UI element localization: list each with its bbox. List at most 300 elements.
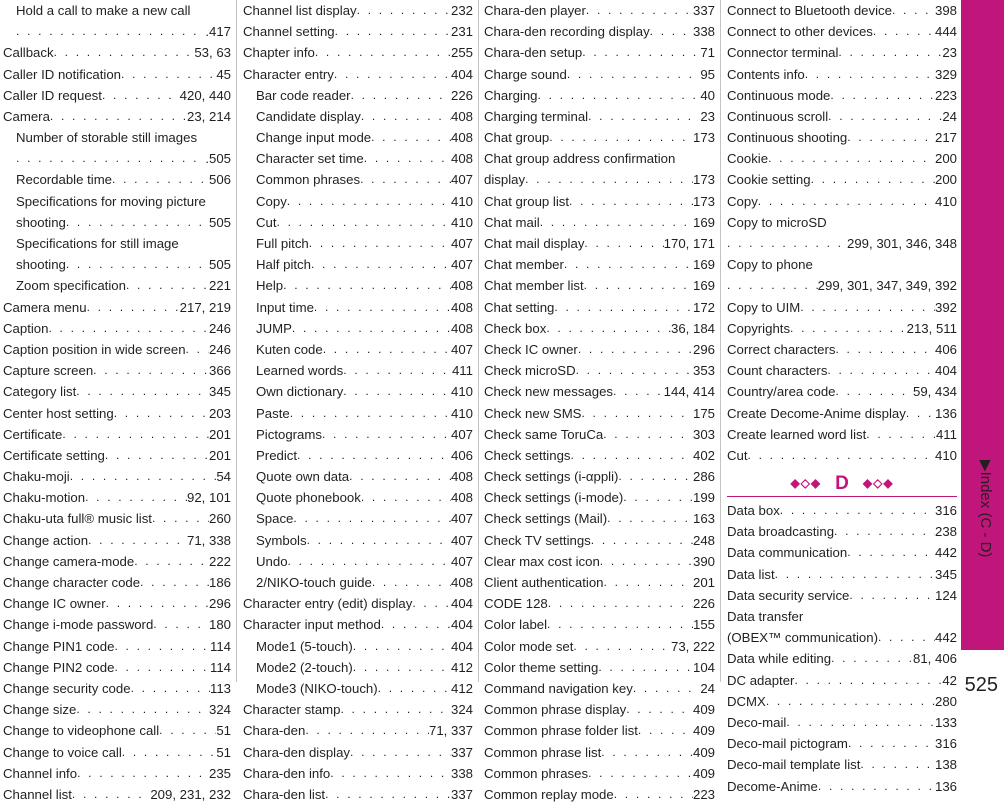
dot-leader — [564, 254, 693, 275]
entry-term: Deco-mail — [727, 714, 787, 730]
dot-leader — [311, 254, 451, 275]
index-entry — [243, 212, 473, 233]
index-entry — [243, 275, 473, 296]
index-entry — [3, 360, 231, 381]
entry-page: 411 — [935, 426, 957, 442]
dot-leader — [600, 551, 693, 572]
dot-leader — [105, 445, 209, 466]
index-entry — [727, 233, 957, 254]
dot-leader — [586, 0, 693, 21]
entry-term: Center host setting — [3, 405, 114, 421]
entry-page: 407 — [450, 236, 473, 252]
entry-term: Character stamp — [243, 702, 341, 718]
index-entry — [243, 551, 473, 572]
dot-leader — [805, 64, 935, 85]
index-entry — [727, 691, 957, 712]
dot-leader — [827, 360, 935, 381]
entry-page: 409 — [692, 702, 715, 718]
dot-leader — [372, 572, 451, 593]
entry-term: Space — [256, 511, 294, 527]
entry-page: 408 — [450, 575, 473, 591]
entry-term: Half pitch — [256, 257, 311, 273]
index-entry — [484, 254, 715, 275]
index-entry — [727, 733, 957, 754]
entry-term: Change action — [3, 532, 89, 548]
index-entry — [484, 381, 715, 402]
index-entry — [484, 509, 715, 530]
entry-page: 23, 214 — [187, 108, 231, 124]
entry-term: Channel list display — [243, 2, 357, 18]
entry-page: 95 — [700, 66, 715, 82]
index-entry — [484, 191, 715, 212]
dot-leader — [66, 254, 209, 275]
dot-leader — [836, 381, 914, 402]
entry-page: 407 — [450, 257, 473, 273]
entry-page: 408 — [450, 320, 473, 336]
index-entry — [727, 648, 957, 669]
entry-page: 392 — [934, 299, 957, 315]
entry-term: Chara-den setup — [484, 45, 583, 61]
entry-term: Copy to microSD — [727, 214, 827, 230]
dot-leader — [638, 720, 693, 741]
entry-term: Data while editing — [727, 651, 832, 667]
index-entry — [243, 42, 473, 63]
dot-leader — [121, 64, 216, 85]
entry-page: 409 — [692, 744, 715, 760]
dot-leader — [85, 487, 187, 508]
dot-leader — [334, 64, 451, 85]
entry-term: Change security code — [3, 680, 131, 696]
dot-leader — [766, 691, 935, 712]
dot-leader — [54, 42, 195, 63]
entry-term: Cut — [727, 447, 748, 463]
index-entry — [3, 254, 231, 275]
index-entry — [484, 487, 715, 508]
entry-term: Data broadcasting — [727, 524, 835, 540]
dot-leader — [768, 148, 935, 169]
entry-page: 226 — [450, 87, 473, 103]
entry-page: 36, 184 — [671, 320, 715, 336]
entry-term: Channel info — [3, 765, 78, 781]
entry-page: 71, 338 — [187, 532, 231, 548]
entry-term: Count characters — [727, 363, 828, 379]
index-entry — [727, 670, 957, 691]
index-entry — [727, 297, 957, 318]
entry-page: 203 — [208, 405, 231, 421]
entry-page: 345 — [934, 566, 957, 582]
entry-page: 408 — [450, 299, 473, 315]
entry-term: Color mode set — [484, 638, 574, 654]
entry-page: 337 — [692, 2, 715, 18]
entry-page: 408 — [450, 469, 473, 485]
entry-page: 406 — [934, 341, 957, 357]
entry-term: Recordable time — [16, 172, 113, 188]
entry-page: 180 — [208, 617, 231, 633]
dot-leader — [794, 670, 942, 691]
entry-term: Charging terminal — [484, 108, 589, 124]
index-entry — [3, 233, 231, 254]
index-entry — [3, 466, 231, 487]
entry-term: Continuous shooting — [727, 130, 848, 146]
entry-page: 169 — [692, 278, 715, 294]
entry-page: 54 — [216, 469, 231, 485]
entry-term: Character input method — [243, 617, 381, 633]
index-entry — [484, 170, 715, 191]
entry-term: Full pitch — [256, 236, 309, 252]
entry-term: Command navigation key — [484, 680, 633, 696]
index-entry — [3, 297, 231, 318]
entry-page: 412 — [450, 680, 473, 696]
entry-term: JUMP — [256, 320, 292, 336]
dot-leader — [549, 127, 693, 148]
entry-page: 442 — [934, 630, 957, 646]
index-entry — [484, 742, 715, 763]
entry-term: Change PIN1 code — [3, 638, 115, 654]
entry-page: 324 — [450, 702, 473, 718]
entry-term: Check IC owner — [484, 341, 578, 357]
entry-term: Chat group — [484, 130, 550, 146]
entry-term: Charging — [484, 87, 538, 103]
entry-page: 155 — [692, 617, 715, 633]
entry-term: Learned words — [256, 363, 344, 379]
dot-leader — [780, 500, 935, 521]
dot-leader — [76, 381, 209, 402]
dot-leader — [758, 191, 935, 212]
entry-term: Chat member list — [484, 278, 584, 294]
index-entry — [3, 381, 231, 402]
entry-term: Bar code reader — [256, 87, 351, 103]
entry-term: Country/area code — [727, 384, 836, 400]
entry-term: Contents info — [727, 66, 805, 82]
index-entry — [243, 64, 473, 85]
entry-term: Cookie setting — [727, 172, 811, 188]
entry-page: 286 — [692, 469, 715, 485]
index-entry — [3, 487, 231, 508]
dot-leader — [878, 627, 935, 648]
column-divider — [236, 0, 237, 682]
dot-leader — [114, 636, 210, 657]
entry-term: Predict — [256, 447, 298, 463]
index-entry — [727, 445, 957, 466]
entry-page: 345 — [208, 384, 231, 400]
dot-leader — [412, 593, 451, 614]
dot-leader — [70, 466, 217, 487]
entry-page: 316 — [934, 503, 957, 519]
index-entry — [727, 712, 957, 733]
entry-term: Own dictionary — [256, 384, 344, 400]
dot-leader — [102, 85, 180, 106]
entry-term: Mode1 (5-touch) — [256, 638, 353, 654]
index-entry — [727, 85, 957, 106]
dot-leader — [297, 445, 451, 466]
dot-leader — [848, 733, 935, 754]
entry-term: Input time — [256, 299, 314, 315]
entry-term: DC adapter — [727, 672, 795, 688]
index-entry — [243, 742, 473, 763]
index-entry — [727, 424, 957, 445]
index-entry — [3, 636, 231, 657]
entry-term: Check box — [484, 320, 547, 336]
entry-term: Chara-den info — [243, 765, 331, 781]
entry-page: 410 — [934, 193, 957, 209]
index-entry — [3, 424, 231, 445]
entry-page: 296 — [208, 596, 231, 612]
dot-leader — [323, 339, 451, 360]
index-entry — [484, 339, 715, 360]
index-entry — [3, 614, 231, 635]
dot-leader — [525, 170, 693, 191]
index-entry — [484, 0, 715, 21]
entry-term: Capture screen — [3, 363, 94, 379]
column-divider — [478, 0, 479, 682]
dot-leader — [340, 699, 451, 720]
entry-term: Caption — [3, 320, 49, 336]
entry-term: Data box — [727, 503, 780, 519]
entry-term: CODE 128 — [484, 596, 548, 612]
index-entry — [484, 445, 715, 466]
entry-term: Certificate setting — [3, 447, 105, 463]
entry-page: 409 — [692, 723, 715, 739]
entry-page: 255 — [450, 45, 473, 61]
entry-page: 408 — [450, 108, 473, 124]
index-entry — [727, 318, 957, 339]
index-entry — [243, 763, 473, 784]
dot-leader — [381, 614, 451, 635]
entry-term: Camera — [3, 108, 50, 124]
index-entry — [243, 297, 473, 318]
index-entry — [3, 657, 231, 678]
dot-leader — [546, 318, 671, 339]
entry-page: 316 — [934, 736, 957, 752]
section-header-ornament: ◆◇◆ — [790, 476, 822, 491]
entry-term: Data list — [727, 566, 775, 582]
entry-page: 404 — [450, 638, 473, 654]
entry-page: 136 — [934, 778, 957, 794]
entry-term: Chaku-moji — [3, 469, 70, 485]
entry-term: Specifications for moving picture — [16, 193, 206, 209]
entry-page: 92, 101 — [187, 490, 231, 506]
entry-term: (OBEX™ communication) — [727, 630, 878, 646]
index-entry — [727, 564, 957, 585]
index-entry — [243, 403, 473, 424]
dot-leader — [748, 445, 935, 466]
index-entry — [484, 614, 715, 635]
entry-term: Change IC owner — [3, 596, 106, 612]
entry-term: Data communication — [727, 545, 848, 561]
dot-leader — [343, 360, 452, 381]
entry-page: 138 — [934, 757, 957, 773]
dot-leader — [93, 360, 209, 381]
entry-term: Character set time — [256, 151, 364, 167]
entry-page: 114 — [209, 659, 231, 675]
dot-leader — [866, 424, 936, 445]
index-entry — [243, 148, 473, 169]
entry-page: 235 — [208, 765, 231, 781]
entry-term: Copy to UIM — [727, 299, 801, 315]
dot-leader — [906, 403, 935, 424]
dot-leader — [364, 148, 451, 169]
dot-leader — [598, 657, 693, 678]
entry-page: 173 — [692, 193, 715, 209]
entry-term: Chaku-uta full® music list — [3, 511, 152, 527]
entry-page: 221 — [208, 278, 231, 294]
index-column-3 — [484, 0, 715, 805]
index-entry — [727, 543, 957, 564]
dot-leader — [588, 106, 700, 127]
entry-term: Check settings (i-mode) — [484, 490, 624, 506]
entry-page: 366 — [208, 363, 231, 379]
entry-term: Caller ID notification — [3, 66, 122, 82]
index-entry — [3, 170, 231, 191]
dot-leader — [288, 551, 451, 572]
entry-term: Copy to phone — [727, 257, 813, 273]
entry-page: 144, 414 — [663, 384, 715, 400]
dot-leader — [576, 360, 693, 381]
index-column-4 — [727, 0, 957, 797]
dot-leader — [66, 212, 209, 233]
entry-term: Paste — [256, 405, 290, 421]
index-entry — [243, 699, 473, 720]
entry-page: 24 — [700, 680, 715, 696]
entry-term: Chara-den list — [243, 786, 326, 802]
entry-page: 71, 337 — [429, 723, 473, 739]
entry-term: Chat group list — [484, 193, 570, 209]
entry-page: 45 — [216, 66, 231, 82]
entry-page: 407 — [450, 341, 473, 357]
entry-term: Common phrase display — [484, 702, 627, 718]
dot-leader — [588, 763, 693, 784]
dot-leader — [330, 763, 451, 784]
entry-page: 114 — [209, 638, 231, 654]
index-entry — [3, 106, 231, 127]
dot-leader — [361, 487, 451, 508]
index-entry — [727, 627, 957, 648]
entry-term: Change character code — [3, 575, 141, 591]
entry-page: 410 — [450, 405, 473, 421]
entry-term: 2/NIKO-touch guide — [256, 575, 372, 591]
entry-page: 410 — [450, 214, 473, 230]
entry-term: shooting — [16, 257, 66, 273]
index-entry — [3, 212, 231, 233]
entry-term: Channel setting — [243, 24, 335, 40]
entry-page: 444 — [934, 24, 957, 40]
entry-term: Cut — [256, 214, 277, 230]
index-entry — [3, 148, 231, 169]
index-entry — [484, 678, 715, 699]
dot-leader — [353, 636, 451, 657]
dot-leader — [581, 403, 693, 424]
section-header — [727, 471, 957, 497]
entry-term: Check new messages — [484, 384, 614, 400]
dot-leader — [353, 657, 451, 678]
dot-leader — [357, 0, 451, 21]
index-entry — [3, 403, 231, 424]
entry-term: Certificate — [3, 426, 63, 442]
entry-term: Change input mode — [256, 130, 372, 146]
entry-page: 324 — [208, 702, 231, 718]
entry-page: 506 — [208, 172, 231, 188]
entry-page: 408 — [450, 151, 473, 167]
entry-term: Kuten code — [256, 341, 323, 357]
index-entry — [484, 636, 715, 657]
side-tab-label — [968, 315, 1004, 615]
entry-page: 246 — [208, 320, 231, 336]
index-entry — [484, 42, 715, 63]
dot-leader — [287, 191, 451, 212]
index-entry — [3, 21, 231, 42]
entry-page: 299, 301, 347, 349, 392 — [817, 278, 957, 294]
entry-page: 53, 63 — [194, 45, 231, 61]
dot-leader — [361, 106, 451, 127]
index-entry — [727, 106, 957, 127]
index-entry — [243, 593, 473, 614]
entry-term: Common phrase folder list — [484, 723, 638, 739]
entry-term: Connect to Bluetooth device — [727, 2, 892, 18]
index-entry — [243, 572, 473, 593]
entry-page: 337 — [450, 786, 473, 802]
dot-leader — [618, 466, 693, 487]
entry-term: Chapter info — [243, 45, 315, 61]
entry-term: Mode3 (NIKO-touch) — [256, 680, 378, 696]
dot-leader — [831, 648, 913, 669]
index-entry — [243, 233, 473, 254]
entry-term: Change to videophone call — [3, 723, 160, 739]
index-entry — [243, 784, 473, 805]
index-entry — [243, 424, 473, 445]
dot-leader — [290, 403, 451, 424]
entry-term: Cookie — [727, 151, 769, 167]
dot-leader — [112, 170, 209, 191]
dot-leader — [775, 564, 935, 585]
entry-page: 226 — [692, 596, 715, 612]
entry-term: Change camera-mode — [3, 553, 135, 569]
index-entry — [727, 403, 957, 424]
entry-term: Change PIN2 code — [3, 659, 115, 675]
entry-page: 173 — [692, 130, 715, 146]
index-entry — [727, 127, 957, 148]
dot-leader — [325, 784, 451, 805]
entry-term: Correct characters — [727, 341, 836, 357]
index-entry — [3, 720, 231, 741]
entry-term: Candidate display — [256, 108, 361, 124]
dot-leader — [633, 678, 701, 699]
side-tab-subtitle: ▶Index (C - D) — [977, 460, 994, 558]
index-entry — [243, 509, 473, 530]
entry-page: 222 — [208, 553, 231, 569]
entry-page: 73, 222 — [671, 638, 715, 654]
entry-page: 217 — [934, 130, 957, 146]
entry-page: 201 — [692, 575, 715, 591]
index-entry — [3, 572, 231, 593]
entry-term: Chaku-motion — [3, 490, 86, 506]
entry-page: 175 — [692, 405, 715, 421]
dot-leader — [838, 42, 942, 63]
entry-page: 40 — [700, 87, 715, 103]
dot-leader — [584, 233, 663, 254]
entry-term: Change to voice call — [3, 744, 122, 760]
entry-term: Chara-den recording display — [484, 24, 650, 40]
entry-page: 81, 406 — [913, 651, 957, 667]
index-entry — [3, 127, 231, 148]
dot-leader — [835, 339, 935, 360]
dot-leader — [849, 585, 935, 606]
index-entry — [484, 572, 715, 593]
entry-term: Decome-Anime — [727, 778, 818, 794]
index-entry — [3, 64, 231, 85]
entry-term: Hold a call to make a new call — [16, 2, 191, 18]
side-tab-title: Index/Quick Manual — [977, 315, 994, 456]
dot-leader — [343, 381, 451, 402]
